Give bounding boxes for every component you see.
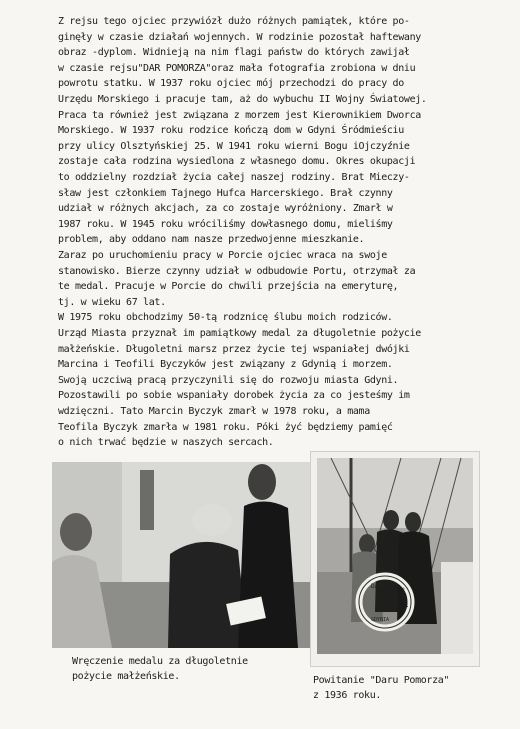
text-line: Zaraz po uruchomieniu pracy w Porcie ojciec wraca na swoje [58, 250, 387, 261]
text-line: Marcina i Teofili Byczyków jest związany z Gdynią i morzem. [58, 359, 393, 371]
medal-caption-line1: Wręczenie medalu za długoletnie [72, 656, 248, 667]
text-line: to oddzielny rozdział życia całej naszej rodziny. Brat Mieczy- [58, 172, 410, 183]
ship-ring-label-mid: POMORZA [398, 587, 409, 609]
text-line: W 1975 roku obchodzimy 50-tą rodznicę ślubu moich rodziców. [58, 312, 393, 324]
ship-photo-frame [311, 452, 479, 666]
text-line: Swoją uczciwą pracą przyczynili się do rozwoju miasta Gdyni. [58, 374, 399, 386]
medal-ceremony-photo [52, 462, 312, 648]
text-line: stanowisko. Bierze czynny udział w odbudowie Portu, otrzymał za [58, 265, 416, 277]
text-line: wdzięczni. Tato Marcin Byczyk zmarł w 1978 roku, a mama [58, 406, 370, 417]
text-line: tj. w wieku 67 lat. [58, 296, 166, 308]
text-line: Urząd Miasta przyznał im pamiątkowy medal za długoletnie pożycie [58, 328, 421, 339]
text-line: w czasie rejsu"DAR POMORZA"oraz mała fotografia zrobiona w dniu [58, 62, 416, 74]
text-line: przy ulicy Olsztyńskiej 25. W 1941 roku wierni Bogu iOjczyźnie [58, 140, 410, 152]
text-line: 1987 roku. W 1945 roku wróciliśmy dowłasnego domu, mieliśmy [58, 218, 393, 230]
text-line: Z rejsu tego ojciec przywiózł dużo różnych pamiątek, które po- [58, 16, 410, 27]
text-line: Teofila Byczyk zmarła w 1981 roku. Póki żyć będziemy pamięć [58, 421, 393, 433]
text-line: powrotu statku. W 1937 roku ojciec mój przechodzi do pracy do [58, 78, 404, 90]
text-line: małżeńskie. Długoletni marsz przez życie tej wspaniałej dwójki [58, 343, 410, 355]
text-line: o nich trwać będzie w naszych sercach. [58, 437, 274, 449]
text-line: udział w różnych akcjach, za co zostaje wyróżniony. Zmarł w [58, 203, 393, 215]
text-line: problem, aby oddano nam nasze przedwojenne mieszkanie. [58, 234, 365, 246]
text-line: Urzędu Morskiego i pracuje tam, aż do wybuchu II Wojny Światowej. [58, 94, 427, 105]
text-line: ginęły w czasie działań wojennych. W rodzinie pozostał haftewany [58, 31, 421, 43]
medal-caption-line2: pożycie małżeńskie. [72, 671, 180, 682]
ship-caption-line2: z 1936 roku. [313, 690, 382, 701]
ship-caption-line1: Powitanie "Daru Pomorza" [313, 675, 450, 686]
text-line: Praca ta również jest związana z morzem jest Kierownikiem Dworca [58, 109, 421, 121]
ship-ring-label-bottom: GDYNIA [371, 617, 390, 623]
text-line: zostaje cała rodzina wysiedlona z własnego domu. Okres okupacji [58, 156, 416, 168]
text-line: te medal. Pracuje w Porcie do chwili przejścia na emeryturę, [58, 281, 399, 293]
ship-photo-caption [313, 673, 449, 703]
text-line: Morskiego. W 1937 roku rodzice kończą dom w Gdyni Śródmieściu [58, 125, 404, 137]
medal-photo-caption [72, 654, 248, 684]
text-line: sław jest członkiem Tajnego Hufca Harcerskiego. Brał czynny [58, 187, 393, 199]
text-line: Pozostawili po sobie wspaniały dorobek życia za co jesteśmy im [58, 390, 410, 402]
ship-ring-label-top: DAR [371, 583, 382, 590]
text-line: obraz -dyplom. Widnieją na nim flagi państw do których zawijał [58, 47, 410, 59]
